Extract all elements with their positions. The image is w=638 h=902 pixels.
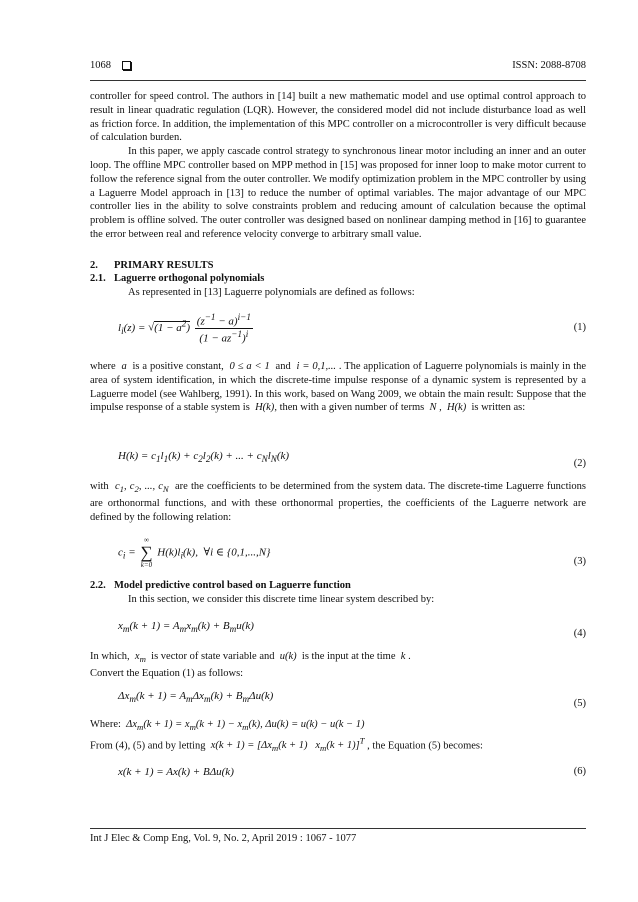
equation-number: (1) bbox=[573, 322, 586, 333]
equation-5: $\Delta x_m(k + 1) = A_m\Delta x_m(k) + B_m\Delta u(k)$ bbox=[118, 690, 274, 705]
subsection-heading: 2.1. Laguerre orthogonal polynomials bbox=[90, 273, 265, 284]
running-header bbox=[90, 60, 586, 81]
equation-4: $x_m(k + 1) = A_mx_m(k) + B_mu(k)$ bbox=[118, 620, 254, 635]
equation-number: (2) bbox=[573, 458, 586, 469]
running-footer bbox=[90, 828, 586, 844]
equation-2: $H(k) = c_1l_1(k) + c_2l_2(k)$ + ... + $c_Nl_N(k)$ bbox=[118, 450, 290, 465]
equation-1: $l_i(z) = √(1 - a^2)$ $\frac{(z^{-1} - a)^{i-1}}{(1 - az^{-1})^i}$ bbox=[118, 312, 251, 345]
paragraph-after-eq2: with $c_1$, $c_2$, ..., $c_N$ are the coefficients to be determined from the system data. The discrete-time Laguerre functions are orthonormal functions, and with these orthonormal properties, the coefficients of the Laguerre network are defined by the following relation: bbox=[90, 481, 586, 523]
equation-3: $c_i$ = ∞ ∑ k=0 $H(k)l_i(k)$, ∀i ∈ {0,1,...,N} bbox=[118, 536, 271, 569]
subsection-intro: As represented in [13] Laguerre polynomials are defined as follows: bbox=[128, 287, 415, 298]
paragraph-after-eq1: where a is a positive constant, 0 ≤ a < 1 and i = 0,1,... . The application of Laguerre polynomials is mainly in the area of system identification, in which the discrete-time impulse response of a dynamic system is represented by a Laguerre model (see Wahlberg, 1991). In this work, based on Wang 2009, we obtain the main result: Suppose that the impulse response of a stable system is H(k), then with a given number of terms N , H(k) is written as: bbox=[90, 361, 587, 414]
issn-label: ISSN: 2088-8708 bbox=[512, 60, 586, 71]
equation-number: (5) bbox=[573, 698, 586, 709]
paragraph: controller for speed control. The authors in [14] built a new mathematic model and use optimal control approach to result in linear quadratic regulation (LQR). However, the considered model did not include disturbance load as well as friction force. In addition, the implementation of this MPC controller on a microcontroller is very difficult because of calculation burden. bbox=[90, 91, 586, 144]
equation-number: (3) bbox=[573, 556, 586, 567]
where-text: Where: $\Delta x_m(k + 1) = x_m(k + 1) - x_m(k)$, Δu(k) = u(k) − u(k − 1) From (4), (5) and by letting $x(k + 1) = [\Delta x_m(k + 1) x_m(k + 1)]^T$ , the Equation (5) becomes: bbox=[90, 719, 483, 754]
paragraph: In this paper, we apply cascade control strategy to synchronous linear motor including an inner and an outer loop. The offline MPC controller based on MPP method in [15] was proposed for inner loop to make motor current to follow the reference signal from the outer controller. We modify optimization problem in the MPC controller by using a Laguerre Model approach in [13] to reduce the number of optimal variables. The major advantage of our MPC controller lies in the ability to solve constraints problem and reducing amount of calculation because the optimal problem is offline solved. The outer controller was designed based on nonlinear damping method in [16] to guarantee the error between real and reference velocity converge to arbitrary small value. bbox=[90, 146, 586, 240]
square-icon bbox=[122, 61, 131, 70]
intro-text bbox=[90, 90, 586, 242]
in-which-text: In which, $x_m$ is vector of state variable and u(k) is the input at the time k . Convert the Equation (1) as follows: bbox=[90, 651, 411, 679]
section-heading: 2. PRIMARY RESULTS bbox=[90, 260, 214, 271]
subsection-heading: 2.2. Model predictive control based on Laguerre function bbox=[90, 580, 351, 591]
journal-citation: Int J Elec & Comp Eng, Vol. 9, No. 2, April 2019 : 1067 - 1077 bbox=[90, 833, 357, 844]
equation-6: x(k + 1) = Ax(k) + BΔu(k) bbox=[118, 766, 234, 778]
page-number: 1068 bbox=[90, 60, 111, 71]
equation-number: (4) bbox=[573, 628, 586, 639]
subsection-intro: In this section, we consider this discrete time linear system described by: bbox=[128, 594, 435, 605]
equation-number: (6) bbox=[573, 766, 586, 777]
